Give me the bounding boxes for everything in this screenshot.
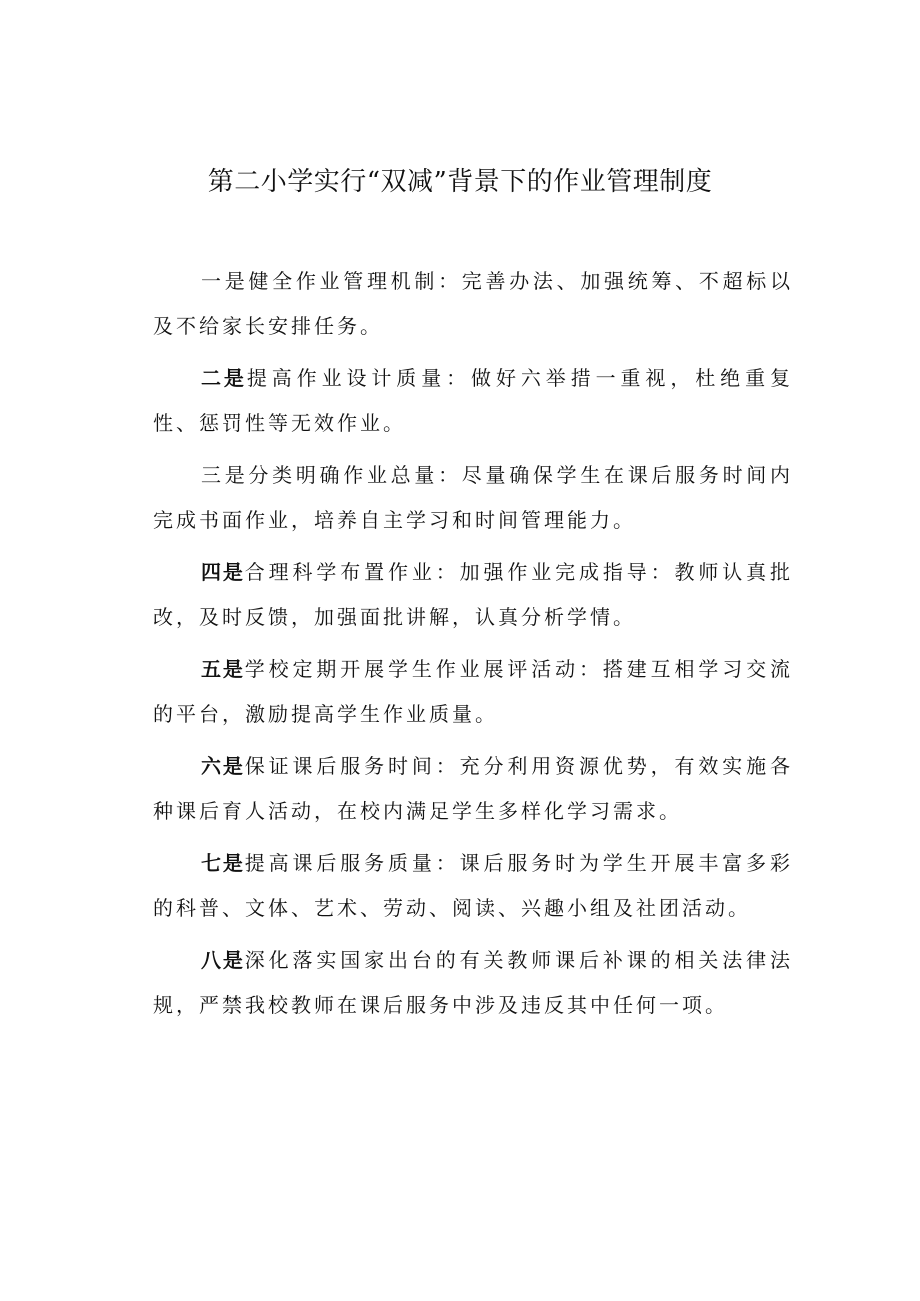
paragraph-3 <box>153 453 793 543</box>
paragraph-text: 健全作业管理机制：完善办法、加强统筹、不超标以及不给家长安排任务。 <box>153 269 794 338</box>
paragraph-lead: 一是 <box>201 269 249 293</box>
paragraph-4 <box>153 550 793 640</box>
paragraph-text: 提高课后服务质量：课后服务时为学生开展丰富多彩的科普、文体、艺术、劳动、阅读、兴趣小组及社团活动。 <box>153 851 793 920</box>
paragraph-7 <box>153 841 793 931</box>
paragraph-5 <box>153 647 793 737</box>
paragraph-lead: 三是 <box>201 463 249 487</box>
paragraph-lead: 六是 <box>201 754 245 778</box>
paragraph-text: 深化落实国家出台的有关教师课后补课的相关法律法规，严禁我校教师在课后服务中涉及违反其中任何一项。 <box>153 948 793 1017</box>
paragraph-6 <box>153 744 793 834</box>
paragraph-lead: 七是 <box>201 851 245 875</box>
paragraph-text: 提高作业设计质量：做好六举措一重视，杜绝重复性、惩罚性等无效作业。 <box>153 366 794 435</box>
paragraph-text: 学校定期开展学生作业展评活动：搭建互相学习交流的平台，激励提高学生作业质量。 <box>153 657 793 726</box>
paragraph-text: 合理科学布置作业：加强作业完成指导：教师认真批改，及时反馈，加强面批讲解，认真分析学情。 <box>153 560 793 629</box>
paragraph-lead: 八是 <box>201 948 245 972</box>
paragraph-1 <box>153 259 793 349</box>
paragraph-lead: 五是 <box>201 657 245 681</box>
paragraph-8 <box>153 938 793 1028</box>
paragraph-lead: 四是 <box>201 560 245 584</box>
paragraph-text: 保证课后服务时间：充分利用资源优势，有效实施各种课后育人活动，在校内满足学生多样化学习需求。 <box>153 754 793 823</box>
paragraph-lead: 二是 <box>201 366 247 390</box>
document-title: 第二小学实行“双减”背景下的作业管理制度 <box>207 167 713 197</box>
document-body <box>153 259 793 1035</box>
paragraph-text: 分类明确作业总量：尽量确保学生在课后服务时间内完成书面作业，培养自主学习和时间管理能力。 <box>153 463 794 532</box>
paragraph-2 <box>153 356 793 446</box>
